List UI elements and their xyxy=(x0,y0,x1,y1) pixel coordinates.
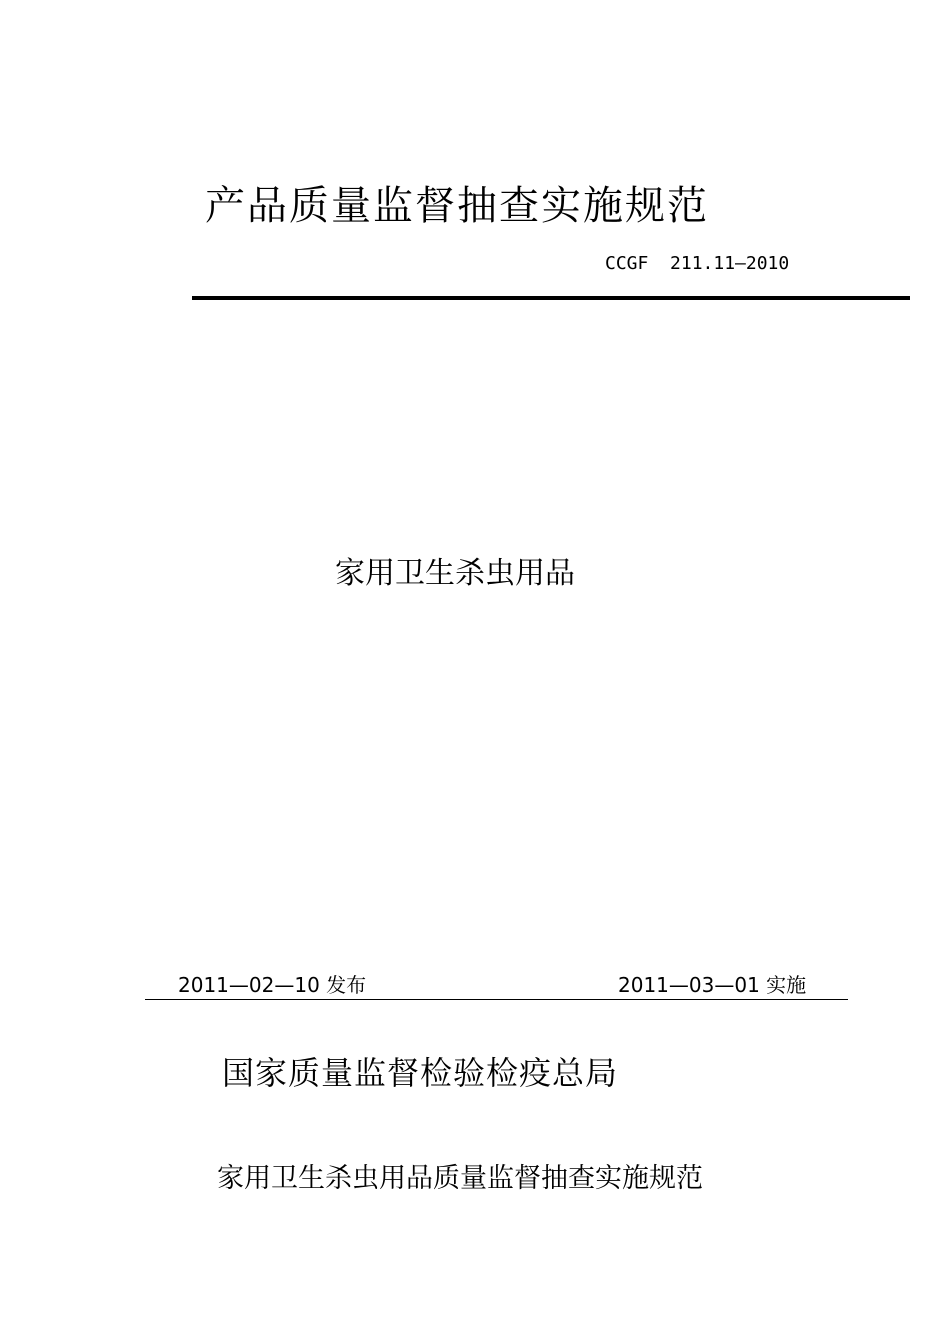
document-title: 产品质量监督抽查实施规范 xyxy=(205,183,709,229)
issue-date: 2011—02—10 发布 xyxy=(178,973,367,997)
issuing-authority: 国家质量监督检验检疫总局 xyxy=(222,1054,619,1092)
product-name: 家用卫生杀虫用品 xyxy=(335,556,575,591)
document-code: CCGF 211.11—2010 xyxy=(605,253,790,274)
implementation-date: 2011—03—01 实施 xyxy=(618,973,807,997)
footer-divider xyxy=(145,999,848,1000)
document-subtitle: 家用卫生杀虫用品质量监督抽查实施规范 xyxy=(217,1163,703,1194)
header-divider xyxy=(192,296,910,300)
